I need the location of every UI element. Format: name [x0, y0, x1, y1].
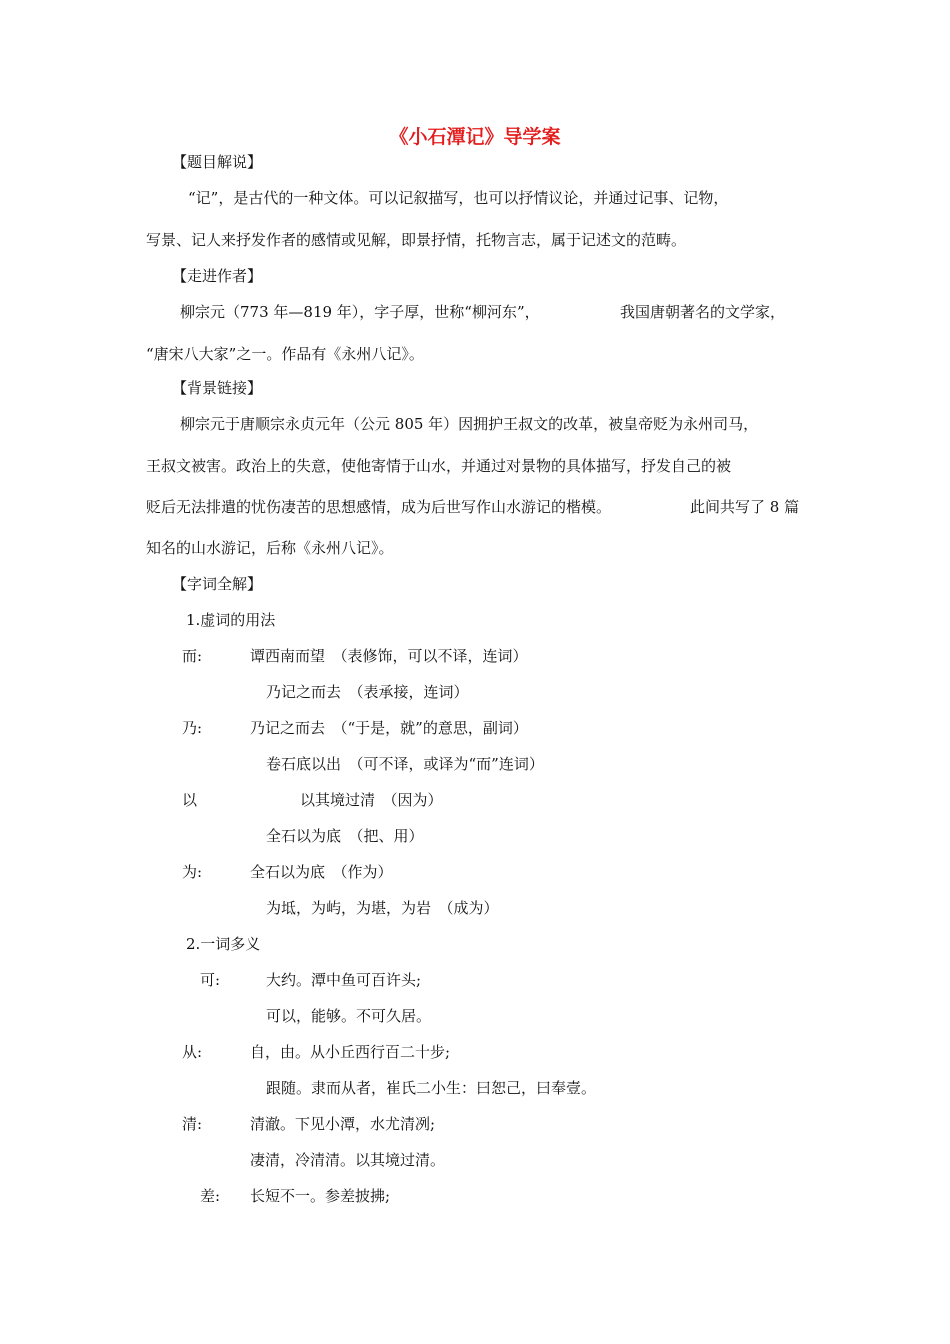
example-line: 谭西南而望 （表修饰，可以不译，连词）: [250, 647, 528, 665]
paragraph-line: 王叔文被害。政治上的失意，使他寄情于山水，并通过对景物的具体描写，抒发自己的被: [146, 457, 732, 475]
example-line: 自，由。从小丘西行百二十步;: [250, 1043, 451, 1061]
word-label: 可:: [200, 971, 221, 989]
word-label: 为:: [182, 863, 203, 881]
example-line: 为坻，为屿，为堪，为岩 （成为）: [266, 899, 499, 917]
subheading-polysemy: 2.一词多义: [186, 935, 261, 953]
word-label: 差:: [200, 1187, 221, 1205]
example-line: 长短不一。参差披拂;: [250, 1187, 391, 1205]
example-line: 全石以为底 （作为）: [250, 863, 393, 881]
word-label: 清:: [182, 1115, 203, 1133]
paragraph-line: “唐宋八大家”之一。作品有《永州八记》。: [146, 345, 424, 363]
section-heading-vocabulary: 【字词全解】: [172, 575, 263, 593]
example-line: 大约。潭中鱼可百许头;: [266, 971, 422, 989]
paragraph-line: 柳宗元于唐顺宗永贞元年（公元 805 年）因拥护王叔文的改革，被皇帝贬为永州司马，: [180, 415, 759, 433]
word-label: 从:: [182, 1043, 203, 1061]
paragraph-line: 此间共写了 8 篇: [690, 498, 800, 516]
example-line: 凄清，冷清清。以其境过清。: [250, 1151, 446, 1169]
example-line: 乃记之而去 （表承接，连词）: [266, 683, 469, 701]
paragraph-line: 柳宗元（773 年—819 年），字子厚，世称“柳河东”，: [180, 303, 540, 321]
section-heading-title-explanation: 【题目解说】: [172, 153, 263, 171]
example-line: 可以，能够。不可久居。: [266, 1007, 432, 1025]
example-line: 全石以为底 （把、用）: [266, 827, 424, 845]
word-label: 乃:: [182, 719, 203, 737]
paragraph-line: “记”，是古代的一种文体。可以记叙描写，也可以抒情议论，并通过记事、记物，: [188, 189, 729, 207]
document-title: 《小石潭记》导学案: [389, 126, 561, 148]
paragraph-line: 写景、记人来抒发作者的感情或见解，即景抒情，托物言志，属于记述文的范畴。: [146, 231, 687, 249]
paragraph-line: 知名的山水游记，后称《永州八记》。: [146, 539, 394, 557]
paragraph-line: 我国唐朝著名的文学家，: [620, 303, 786, 321]
example-line: 清澈。下见小潭，水尤清冽;: [250, 1115, 436, 1133]
example-line: 以其境过清 （因为）: [300, 791, 443, 809]
example-line: 乃记之而去 （“于是，就”的意思，副词）: [250, 719, 528, 737]
example-line: 卷石底以出 （可不译，或译为“而”连词）: [266, 755, 544, 773]
example-line: 跟随。隶而从者，崔氏二小生：曰恕己，曰奉壹。: [266, 1079, 597, 1097]
paragraph-line: 贬后无法排遣的忧伤凄苦的思想感情，成为后世写作山水游记的楷模。: [146, 498, 612, 516]
subheading-function-words: 1.虚词的用法: [186, 611, 276, 629]
word-label: 而:: [182, 647, 203, 665]
section-heading-background: 【背景链接】: [172, 379, 263, 397]
section-heading-author: 【走进作者】: [172, 267, 263, 285]
word-label: 以: [182, 791, 198, 809]
